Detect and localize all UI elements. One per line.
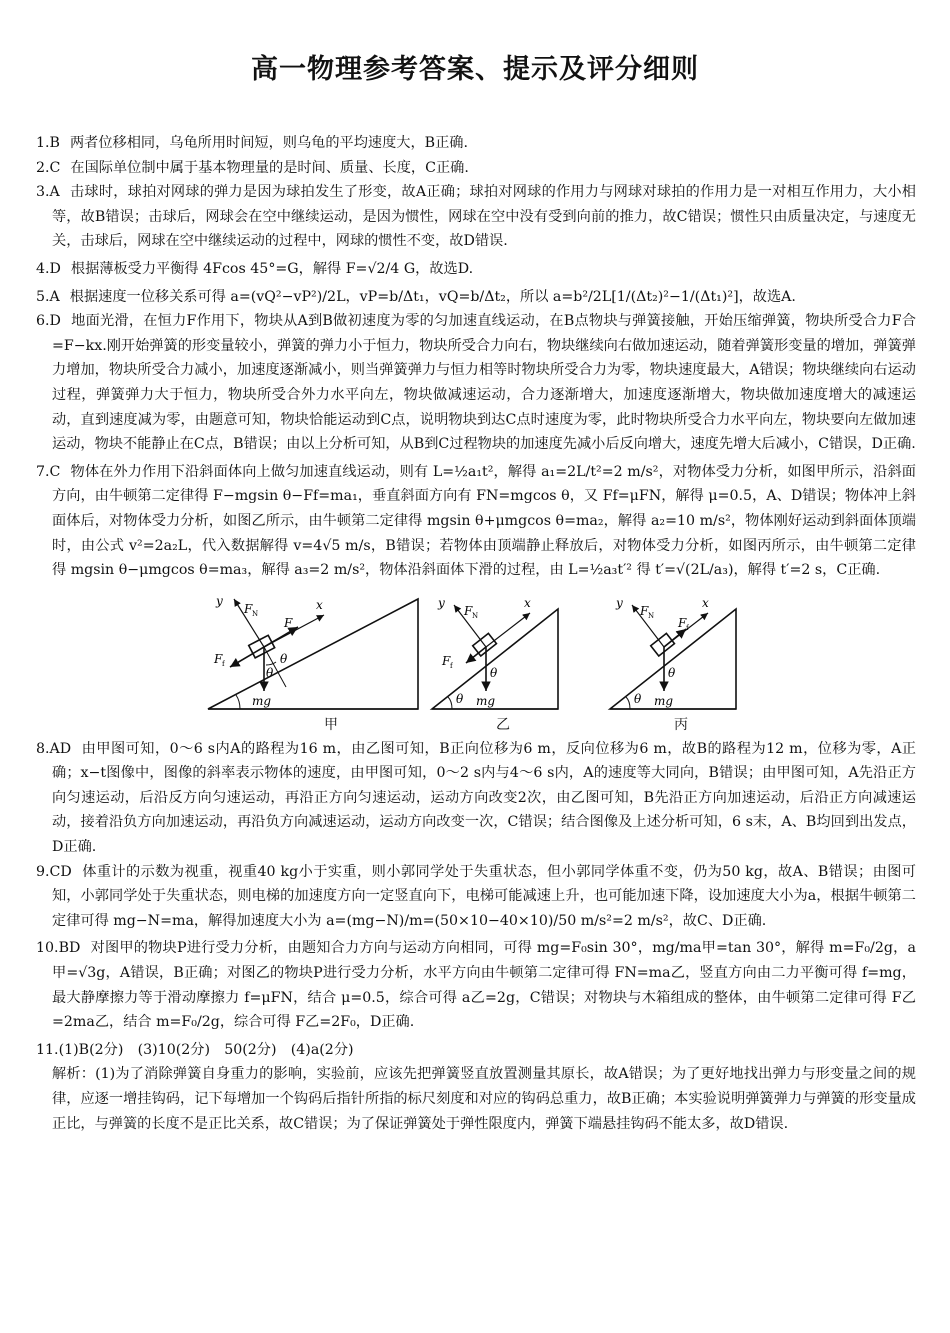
- answer-explanation: 由甲图可知，0～6 s内A的路程为16 m，由乙图可知，B正向位移为6 m，反向位移为6 m，故B的路程为12 m，位移为零，A正确；x−t图像中，图像的斜率表示物体的速度，由甲图可知，0～2 s内与4～6 s内，A的速度等大同向，B错误；由甲图可知，A先沿正方向匀速运动，后沿反方向匀速运动，再沿正方向匀速运动，运动方向改变2次，由乙图可知，B先沿正方向加速运动，后沿正方向减速运动，接着沿负方向加速运动，再沿负方向减速运动，运动方向改变一次，C错误；结合图像及上述分析可知，6 s末，A、B均回到出发点，D正确.: [52, 740, 916, 856]
- incline-diagram-jia: [206, 591, 456, 715]
- answer-explanation: 解析：(1)为了消除弹簧自身重力的影响，实验前，应该先把弹簧竖直放置测量其原长，故A错误；为了更好地找出弹力与形变量之间的规律，应逐一增挂钩码，记下每增加一个钩码后指针所指的标尺刻度和对应的钩码总重力，故B正确；本实验说明弹簧弹力与弹簧的形变量成正比，与弹簧的长度不是正比关系，故C错误；为了保证弹簧处于弹性限度内，弹簧下端悬挂钩码不能太多，故D错误.: [52, 1066, 916, 1132]
- answer-number: 3.: [36, 184, 50, 201]
- caption-jia: 甲: [324, 716, 338, 733]
- caption-bing: 丙: [674, 716, 688, 733]
- label-Ff-sub: f: [450, 661, 453, 670]
- label-Ff: F: [214, 651, 223, 666]
- answer-number: 10.: [36, 940, 59, 957]
- caption-yi: 乙: [496, 716, 510, 733]
- answer-explanation: 在国际单位制中属于基本物理量的是时间、质量、长度，C正确.: [70, 159, 469, 176]
- label-mg: mg: [476, 693, 496, 708]
- answer-explanation: 根据薄板受力平衡得 4Fcos 45°=G，解得 F=√2/4 G，故选D.: [70, 260, 474, 277]
- answer-key: A: [49, 184, 60, 201]
- label-Ff-sub: f: [686, 623, 689, 632]
- answer-item-2: [36, 156, 916, 181]
- answer-key: D: [49, 260, 61, 277]
- force-diagram-bing: [606, 591, 756, 731]
- answer-number: 2.: [36, 159, 50, 176]
- answer-number: 7.: [36, 463, 50, 480]
- answer-item-7: [36, 460, 916, 583]
- answer-number: 9.: [36, 863, 50, 880]
- answer-item-8: [36, 737, 916, 860]
- answer-number: 8.: [36, 740, 50, 757]
- label-Ff: F: [678, 615, 687, 630]
- label-FN: F: [464, 603, 473, 618]
- label-theta-2: θ: [668, 665, 676, 680]
- answer-explanation: 地面光滑，在恒力F作用下，物块从A到B做初速度为零的匀加速直线运动，在B点物块与弹簧接触，开始压缩弹簧，物块所受合力F合=F−kx.刚开始弹簧的形变量较小，弹簧的弹力小于恒力，物块所受合力向右，物块继续向右做加速运动，随着弹簧形变量的增加，弹簧弹力增加，物块所受合力减小，加速度逐渐减小，则当弹簧弹力与恒力相等时物块所受合力为零，物块速度最大，A错误；物块继续向右运动过程，弹簧弹力大于恒力，物块所受合外力水平向左，物块做减速运动，合力逐渐增大，加速度逐渐增大，物块做加速度增大的减速运动，直到速度减为零，由题意可知，物块恰能运动到C点，说明物块到达C点时速度为零，此时物块所受合力水平向左，物块要向左做加速运动，物块不能静止在C点，B错误；由以上分析可知，从B到C过程物块的加速度先减小后反向增大，速度先增大后减小，C错误，D正确.: [52, 313, 916, 453]
- label-FN: F: [640, 603, 649, 618]
- label-FN-sub: N: [472, 611, 479, 620]
- answer-explanation: 体重计的示数为视重，视重40 kg小于实重，则小郭同学处于失重状态，但小郭同学体重不变，仍为50 kg，故A、B错误；由图可知，小郭同学处于失重状态，则电梯的加速度方向一定竖直向下，电梯可能减速上升，也可能加速下降，设加速度大小为a，根据牛顿第二定律可得 mg−N=ma，解得加速度大小为 a=(mg−N)/m=(50×10−40×10)/50 m/s²=2 m/s²，故C、D正确.: [52, 863, 916, 929]
- label-y: y: [616, 595, 623, 610]
- answer-key: C: [49, 159, 61, 176]
- force-diagram-jia: [206, 591, 456, 731]
- label-y: y: [438, 595, 445, 610]
- answer-explanation: 物体在外力作用下沿斜面体向上做匀加速直线运动，则有 L=½a₁t²，解得 a₁=2L/t²=2 m/s²，对物体受力分析，如图甲所示，沿斜面方向，由牛顿第二定律得 F−mgsin θ−Ff=ma₁，垂直斜面方向有 FN=mgcos θ，又 Ff=μFN，解得 μ=0.5，A、D错误；物体冲上斜面体后，对物体受力分析，如图乙所示，由牛顿第二定律得 mgsin θ+μmgcos θ=ma₂，解得 a₂=10 m/s²，物体刚好运动到斜面体顶端时，由公式 v²=2a₂L，代入数据解得 v=4√5 m/s，B错误；若物体由顶端静止释放后，对物体受力分析，如图丙所示，由牛顿第二定律得 mgsin θ−μmgcos θ=ma₃，解得 a₃=2 m/s²，物体沿斜面体下滑的过程，由 L=½a₃t′² 得 t′=√(2L/a₃)，解得 t′=2 s，C正确.: [52, 463, 916, 579]
- label-FN-sub: N: [648, 611, 655, 620]
- force-diagram-yi: [428, 591, 578, 731]
- answer-explanation: 根据速度一位移关系可得 a=(vQ²−vP²)/2L，vP=b/Δt₁，vQ=b/Δt₂，所以 a=b²/2L[1/(Δt₂)²−1/(Δt₁)²]，故选A.: [69, 288, 796, 305]
- label-theta-1: θ: [456, 691, 464, 706]
- answer-number: 6.: [36, 313, 50, 330]
- answer-item-1: [36, 131, 916, 156]
- label-F: F: [284, 615, 293, 630]
- answer-item-10: [36, 936, 916, 1034]
- answer-key: (1)B(2分) (3)10(2分) 50(2分) (4)a(2分): [58, 1041, 354, 1058]
- incline-diagram-bing: [606, 591, 756, 715]
- answer-explanation: 击球时，球拍对网球的弹力是因为球拍发生了形变，故A正确；球拍对网球的作用力与网球对球拍的作用力是一对相互作用力，大小相等，故B错误；击球后，网球会在空中继续运动，是因为惯性，网球在空中没有受到向前的推力，故C错误；惯性只由质量决定，与速度无关，击球后，网球在空中继续运动的过程中，网球的惯性不变，故D错误.: [52, 184, 916, 250]
- label-x: x: [702, 595, 709, 610]
- label-theta-1: θ: [280, 651, 288, 666]
- label-mg: mg: [252, 693, 272, 708]
- incline-diagram-yi: [428, 591, 578, 715]
- answer-item-5: [36, 285, 916, 310]
- force-diagrams: [36, 591, 916, 731]
- answer-number: 4.: [36, 260, 50, 277]
- answer-explanation: 对图甲的物块P进行受力分析，由题知合力方向与运动方向相同，可得 mg=F₀sin 30°，mg/ma甲=tan 30°，解得 m=F₀/2g，a甲=√3g，A错误，B正确；对图乙的物块P进行受力分析，水平方向由牛顿第二定律可得 FN=ma乙，竖直方向由二力平衡可得 f=mg，最大静摩擦力等于滑动摩擦力 f=μFN，结合 μ=0.5，综合可得 a乙=2g，C错误；对物块与木箱组成的整体，由牛顿第二定律可得 F乙=2ma乙，结合 m=F₀/2g，综合可得 F乙=2F₀，D正确.: [52, 940, 917, 1031]
- answer-number: 5.: [36, 288, 50, 305]
- answer-key: C: [49, 463, 61, 480]
- page-title: 高一物理参考答案、提示及评分细则: [251, 54, 699, 85]
- label-mg: mg: [654, 693, 674, 708]
- label-y: y: [216, 593, 223, 608]
- label-theta-2: θ: [266, 665, 274, 680]
- answer-key: A: [49, 288, 60, 305]
- answer-item-3: [36, 180, 916, 254]
- label-x: x: [524, 595, 531, 610]
- label-theta-1: θ: [634, 691, 642, 706]
- answer-item-11: [36, 1038, 916, 1136]
- answer-key: AD: [49, 740, 72, 757]
- answer-number: 11.: [36, 1041, 59, 1058]
- answer-explanation: 两者位移相同，乌龟所用时间短，则乌龟的平均速度大，B正确.: [69, 135, 468, 151]
- answer-key: B: [49, 135, 60, 151]
- label-theta-2: θ: [490, 665, 498, 680]
- label-FN: F: [244, 601, 253, 616]
- answer-item-4: [36, 257, 916, 282]
- label-FN-sub: N: [252, 609, 259, 618]
- label-x: x: [316, 597, 323, 612]
- answer-item-6: [36, 309, 916, 457]
- answer-key: BD: [58, 940, 81, 957]
- label-Ff: F: [442, 653, 451, 668]
- answer-item-9: [36, 860, 916, 934]
- answer-key: D: [49, 313, 61, 330]
- answer-list: [36, 131, 916, 1136]
- answer-key: CD: [49, 863, 72, 880]
- label-Ff-sub: f: [222, 659, 225, 668]
- answer-number: 1.: [36, 135, 50, 151]
